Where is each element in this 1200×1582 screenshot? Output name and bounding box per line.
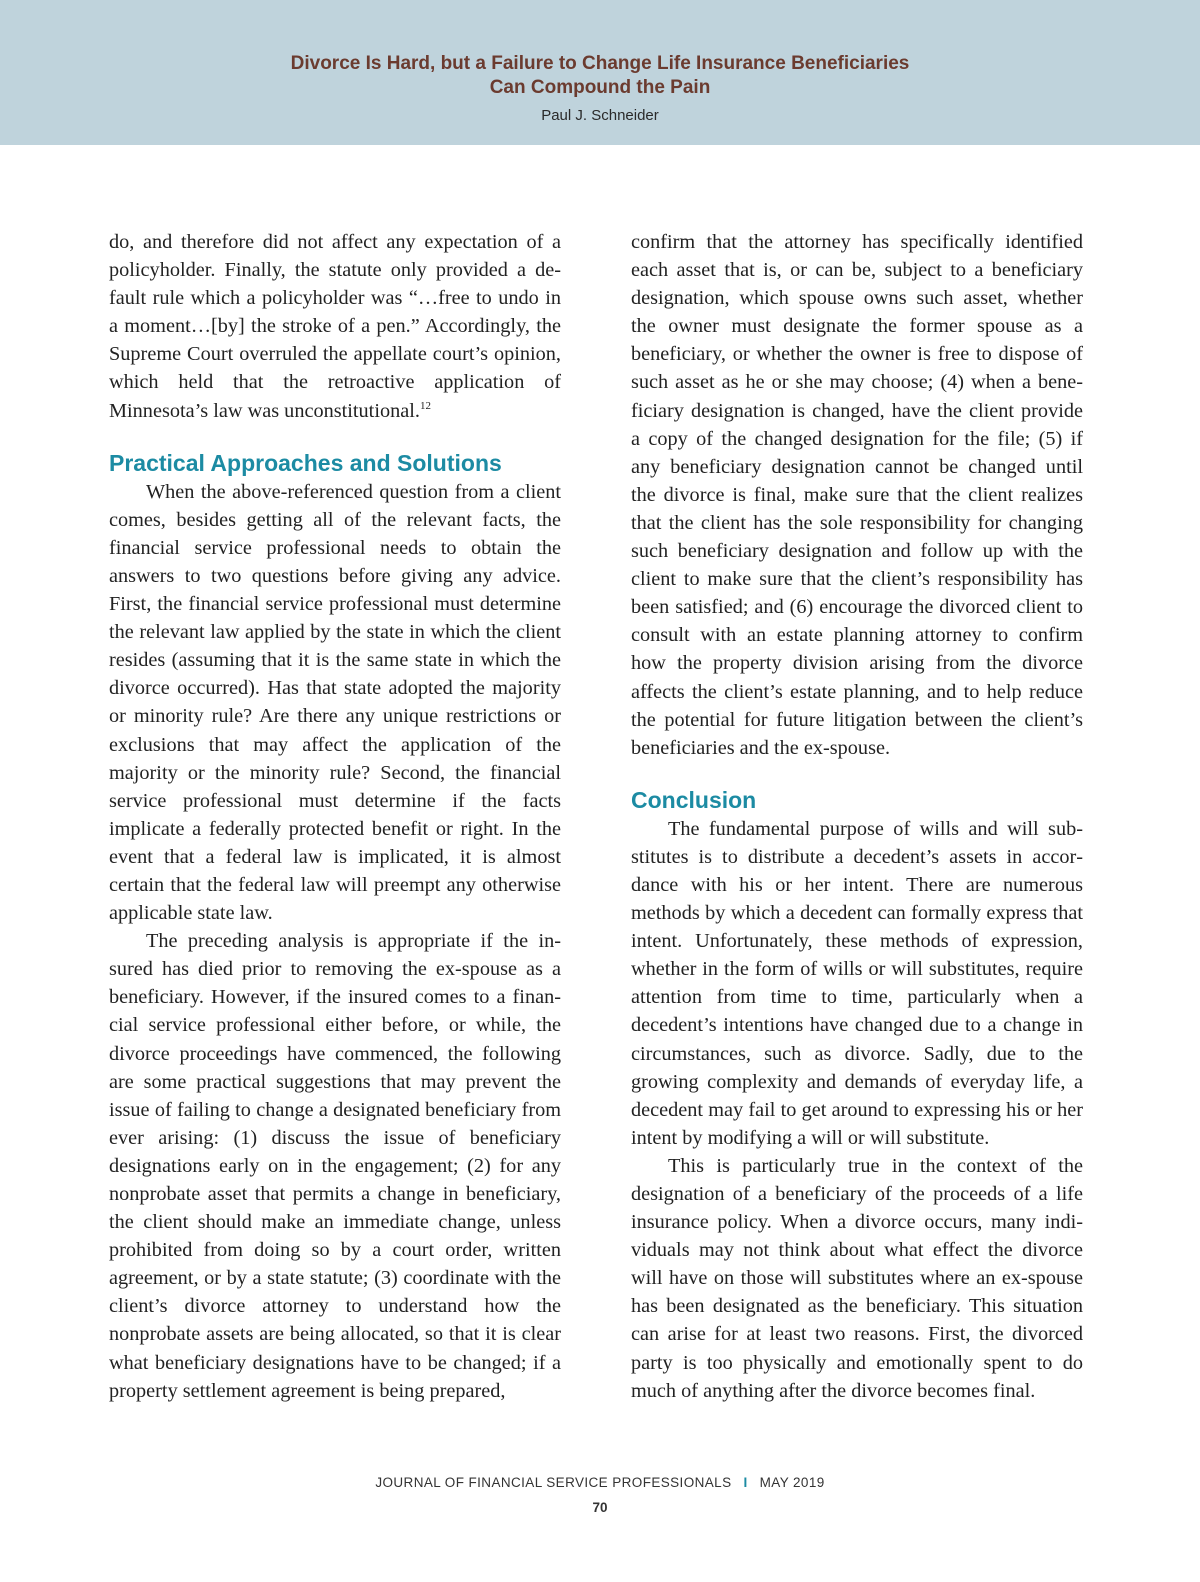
footer-separator: I <box>743 1475 748 1490</box>
page-number: 70 <box>592 1500 608 1515</box>
right-paragraph-3: This is particularly true in the context of the designation of a beneficiary of the proceeds of a life insurance policy. When a divorce occurs, many individuals may not think about what effect the divorce will have on those will substitutes where an ex-spouse has been designated as the beneficiary. This situation can arise for at least two reasons. First, the divorced party is too physically and emotionally spent to do much of anything after the divorce becomes final. <box>631 1154 1083 1402</box>
section-heading-conclusion: Conclusion <box>631 786 757 813</box>
article-author: Paul J. Schneider <box>541 107 659 124</box>
left-paragraph-1 <box>109 228 561 425</box>
footer-journal-line <box>0 1475 1200 1490</box>
article-title-line-1: Divorce Is Hard, but a Failure to Change Life Insurance Beneficiaries <box>290 53 910 74</box>
left-paragraph-1-text: do, and therefore did not affect any expectation of a policyholder. Finally, the statute only provided a default rule which a policyholder was “…free to undo in a moment…[by] the stroke of a pen.” Accordingly, the Supreme Court overruled the appellate court’s opinion, which held that the retroactive application of Minnesota’s law was unconstitutional. <box>109 231 561 422</box>
right-paragraph-2: The fundamental purpose of wills and will substitutes is to distribute a decedent’s assets in accordance with his or her intent. There are numerous methods by which a decedent can formally express that intent. Unfortunately, these methods of expression, whether in the form of wills or will substitutes, require attention from time to time, particularly when a decedent’s intentions have changed due to a change in circumstances, such as divorce. Sadly, due to the growing complexity and demands of everyday life, a decedent may fail to get around to expressing his or her intent by modifying a will or will substitute. <box>631 817 1083 1149</box>
issue-date: MAY 2019 <box>759 1475 825 1490</box>
left-column <box>109 228 561 1405</box>
left-paragraph-2: When the above-referenced question from a client comes, besides getting all of the relevant facts, the financial service professional needs to obtain the answers to two questions before giving any advice. First, the financial service professional must determine the relevant law applied by the state in which the client resides (assuming that it is the same state in which the divorce occurred). Has that state adopted the majority or minority rule? Are there any unique restrictions or exclusions that may affect the application of the majority or the minority rule? Second, the financial service professional must determine if the facts implicate a federally protected benefit or right. In the event that a federal law is implicated, it is almost certain that the federal law will preempt any otherwise applicable state law. <box>109 480 561 925</box>
right-paragraph-1: confirm that the attorney has specifically identified each asset that is, or can be, subject to a beneficiary designation, which spouse owns such asset, whether the owner must designate the former spouse as a beneficiary, or whether the owner is free to dispose of such asset as he or she may choose; (4) when a beneficiary designation is changed, have the client provide a copy of the changed designation for the file; (5) if any beneficiary designation cannot be changed until the divorce is final, make sure that the client realizes that the client has the sole responsibility for changing such beneficiary designation and follow up with the client to make sure that the client’s responsibility has been satisfied; and (6) encourage the divorced client to consult with an estate planning attorney to confirm how the property division arising from the divorce affects the client’s estate planning, and to help reduce the potential for future litigation between the client’s beneficiaries and the ex-spouse. <box>631 231 1083 759</box>
left-paragraph-3: The preceding analysis is appropriate if the insured has died prior to removing the ex-spouse as a beneficiary. However, if the insured comes to a financial service professional either before, or while, the divorce proceedings have commenced, the following are some practical suggestions that may prevent the issue of failing to change a designated beneficiary from ever arising: (1) discuss the issue of beneficiary designations early on in the engagement; (2) for any nonprobate asset that permits a change in beneficiary, the client should make an immediate change, unless prohibited from doing so by a court order, written agreement, or by a state statute; (3) coordinate with the client’s divorce attorney to understand how the nonprobate assets are being allocated, so that it is clear what beneficiary designations have to be changed; if a property settlement agreement is being prepared, <box>109 930 561 1402</box>
article-title-line-2: Can Compound the Pain <box>489 77 711 98</box>
section-heading-practical-approaches: Practical Approaches and Solutions <box>109 449 502 476</box>
footnote-marker: 12 <box>419 399 431 412</box>
journal-name: JOURNAL OF FINANCIAL SERVICE PROFESSIONALS <box>375 1475 732 1490</box>
article-title <box>0 0 1200 100</box>
running-header <box>0 0 1200 145</box>
right-column <box>631 228 1083 1405</box>
